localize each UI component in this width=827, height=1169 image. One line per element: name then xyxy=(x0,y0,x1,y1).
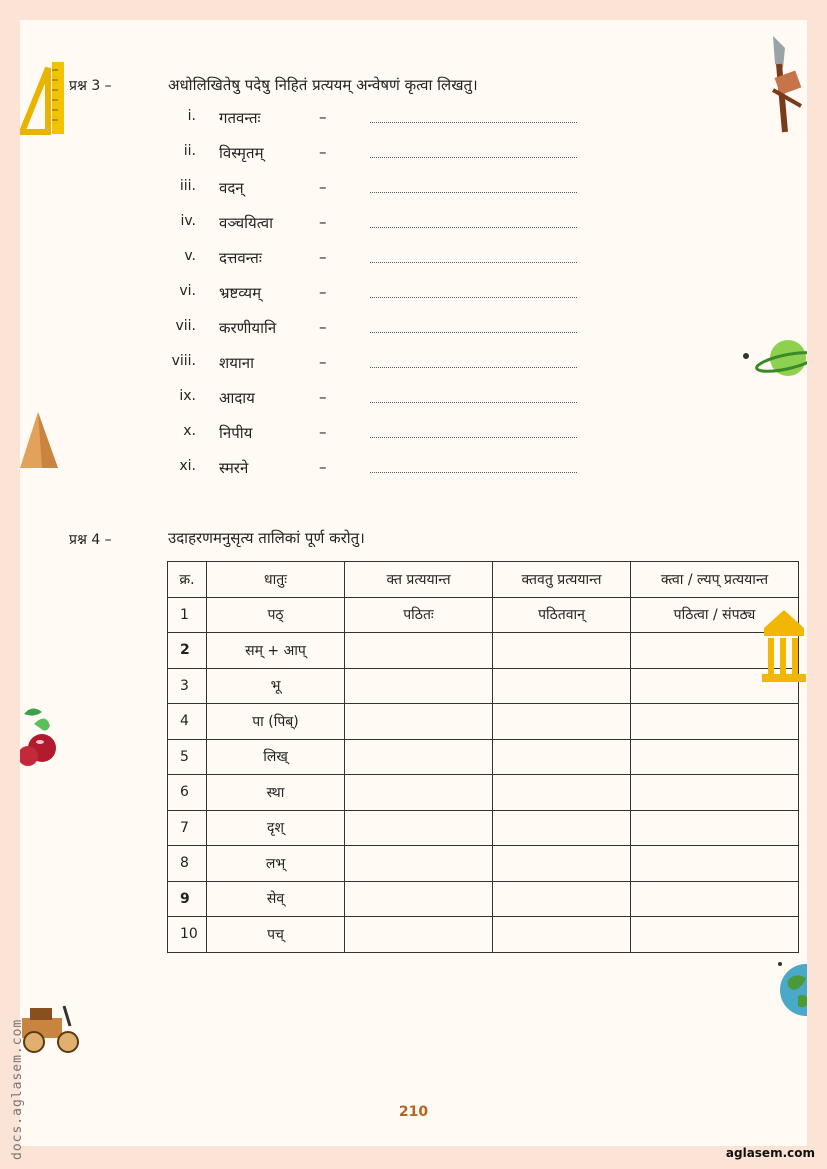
cell-ktva-lyap[interactable] xyxy=(631,810,799,846)
cell-kta: पठितः xyxy=(345,597,493,633)
cell-serial: 7 xyxy=(168,810,207,846)
cell-dhatu: स्था xyxy=(207,775,345,811)
item-number: v. xyxy=(184,248,196,264)
table-row xyxy=(168,739,799,775)
table-row xyxy=(168,597,799,633)
table-header-row xyxy=(168,562,799,598)
item-dash: – xyxy=(319,388,327,406)
item-number: xi. xyxy=(179,458,196,474)
table-row xyxy=(168,775,799,811)
question3-item xyxy=(20,143,620,167)
answer-blank[interactable] xyxy=(370,437,577,438)
item-dash: – xyxy=(319,423,327,441)
table-row xyxy=(168,917,799,953)
item-dash: – xyxy=(319,318,327,336)
item-dash: – xyxy=(319,283,327,301)
item-number: iv. xyxy=(180,213,196,229)
item-dash: – xyxy=(319,143,327,161)
item-word: निपीय xyxy=(219,424,253,442)
cell-ktavatu[interactable] xyxy=(493,810,631,846)
cell-ktva-lyap[interactable] xyxy=(631,917,799,953)
header-ktva-lyap: क्त्वा / ल्यप् प्रत्ययान्त xyxy=(631,562,799,598)
cell-ktavatu[interactable] xyxy=(493,633,631,669)
answer-blank[interactable] xyxy=(370,297,577,298)
cell-ktavatu[interactable] xyxy=(493,704,631,740)
cell-ktavatu[interactable] xyxy=(493,739,631,775)
answer-blank[interactable] xyxy=(370,227,577,228)
item-word: स्मरने xyxy=(219,459,249,477)
header-ktavatu: क्तवतु प्रत्ययान्त xyxy=(493,562,631,598)
temple-icon xyxy=(760,608,807,686)
pratyaya-table xyxy=(167,561,799,953)
cell-serial: 1 xyxy=(168,597,207,633)
item-dash: – xyxy=(319,248,327,266)
item-number: viii. xyxy=(171,353,196,369)
fruit-icon xyxy=(20,704,58,772)
item-dash: – xyxy=(319,353,327,371)
watermark: docs.aglasem.com xyxy=(10,1018,25,1160)
item-number: ii. xyxy=(183,143,196,159)
item-word: दत्तवन्तः xyxy=(219,249,262,267)
item-number: x. xyxy=(183,423,196,439)
cell-dhatu: भू xyxy=(207,668,345,704)
answer-blank[interactable] xyxy=(370,402,577,403)
cell-serial: 3 xyxy=(168,668,207,704)
cell-ktavatu[interactable] xyxy=(493,917,631,953)
item-dash: – xyxy=(319,178,327,196)
question3-item xyxy=(20,423,620,447)
cell-ktva-lyap[interactable] xyxy=(631,704,799,740)
site-name: aglasem.com xyxy=(725,1146,815,1160)
item-word: करणीयानि xyxy=(219,319,277,337)
spear-icon xyxy=(765,34,807,136)
cell-kta[interactable] xyxy=(345,633,493,669)
table-row xyxy=(168,881,799,917)
cell-kta[interactable] xyxy=(345,846,493,882)
page xyxy=(20,20,807,1146)
header-serial: क्र. xyxy=(168,562,207,598)
item-word: विस्मृतम् xyxy=(219,144,264,162)
question4-text: उदाहरणमनुसृत्य तालिकां पूर्ण करोतु। xyxy=(168,529,365,547)
table-row xyxy=(168,668,799,704)
question3-item xyxy=(20,178,620,202)
cell-ktva-lyap[interactable] xyxy=(631,881,799,917)
question3-item xyxy=(20,213,620,237)
cell-ktva-lyap: पठित्वा / संपठ्य xyxy=(631,597,799,633)
cell-kta[interactable] xyxy=(345,739,493,775)
cell-serial: 5 xyxy=(168,739,207,775)
header-kta: क्त प्रत्ययान्त xyxy=(345,562,493,598)
item-word: शयाना xyxy=(219,354,254,372)
item-word: भ्रष्टव्यम् xyxy=(219,284,262,302)
question3-item xyxy=(20,248,620,272)
cell-kta[interactable] xyxy=(345,917,493,953)
cell-ktavatu[interactable] xyxy=(493,775,631,811)
cell-serial: 2 xyxy=(168,633,207,669)
cell-ktavatu: पठितवान् xyxy=(493,597,631,633)
cell-dhatu: दृश् xyxy=(207,810,345,846)
header-dhatu: धातुः xyxy=(207,562,345,598)
cell-serial: 4 xyxy=(168,704,207,740)
table-row xyxy=(168,633,799,669)
cell-ktva-lyap[interactable] xyxy=(631,846,799,882)
planet-icon xyxy=(740,336,807,380)
item-word: आदाय xyxy=(219,389,255,407)
cell-kta[interactable] xyxy=(345,704,493,740)
question3-label: प्रश्न 3 – xyxy=(69,78,112,94)
cell-dhatu: सेव् xyxy=(207,881,345,917)
cell-ktavatu[interactable] xyxy=(493,846,631,882)
cell-dhatu: पठ् xyxy=(207,597,345,633)
table-row xyxy=(168,810,799,846)
item-dash: – xyxy=(319,458,327,476)
question3-item xyxy=(20,283,620,307)
cell-ktavatu[interactable] xyxy=(493,668,631,704)
answer-blank[interactable] xyxy=(370,332,577,333)
item-number: vii. xyxy=(175,318,196,334)
cell-serial: 6 xyxy=(168,775,207,811)
cell-dhatu: पच् xyxy=(207,917,345,953)
cell-ktva-lyap[interactable] xyxy=(631,775,799,811)
item-word: गतवन्तः xyxy=(219,109,261,127)
cell-serial: 8 xyxy=(168,846,207,882)
globe-icon xyxy=(776,962,807,1018)
answer-blank[interactable] xyxy=(370,122,577,123)
cell-kta[interactable] xyxy=(345,881,493,917)
cell-ktva-lyap[interactable] xyxy=(631,739,799,775)
item-word: वदन् xyxy=(219,179,244,197)
question4-label: प्रश्न 4 – xyxy=(69,532,112,548)
item-word: वञ्चयित्वा xyxy=(219,214,273,232)
question3-item xyxy=(20,353,620,377)
item-number: vi. xyxy=(179,283,196,299)
cell-kta[interactable] xyxy=(345,668,493,704)
item-number: ix. xyxy=(179,388,196,404)
table-row xyxy=(168,704,799,740)
question3-item xyxy=(20,388,620,412)
cell-dhatu: पा (पिब्) xyxy=(207,704,345,740)
question3-text: अधोलिखितेषु पदेषु निहितं प्रत्ययम् अन्वेषणं कृत्वा लिखतु। xyxy=(168,76,478,94)
page-number: 210 xyxy=(398,1104,429,1120)
cell-ktavatu[interactable] xyxy=(493,881,631,917)
cell-dhatu: लिख् xyxy=(207,739,345,775)
answer-blank[interactable] xyxy=(370,192,577,193)
item-dash: – xyxy=(319,108,327,126)
answer-blank[interactable] xyxy=(370,157,577,158)
answer-blank[interactable] xyxy=(370,472,577,473)
item-dash: – xyxy=(319,213,327,231)
cell-kta[interactable] xyxy=(345,775,493,811)
question3-item xyxy=(20,108,620,132)
vintage-car-icon xyxy=(20,1002,84,1056)
answer-blank[interactable] xyxy=(370,262,577,263)
cell-kta[interactable] xyxy=(345,810,493,846)
cell-dhatu: सम् + आप् xyxy=(207,633,345,669)
table-row xyxy=(168,846,799,882)
item-number: i. xyxy=(187,108,196,124)
cell-serial: 10 xyxy=(168,917,207,953)
cell-serial: 9 xyxy=(168,881,207,917)
cell-dhatu: लभ् xyxy=(207,846,345,882)
question3-item xyxy=(20,318,620,342)
question3-item xyxy=(20,458,620,482)
pyramid-icon xyxy=(20,410,58,470)
answer-blank[interactable] xyxy=(370,367,577,368)
ruler-icon xyxy=(20,60,68,135)
item-number: iii. xyxy=(179,178,196,194)
